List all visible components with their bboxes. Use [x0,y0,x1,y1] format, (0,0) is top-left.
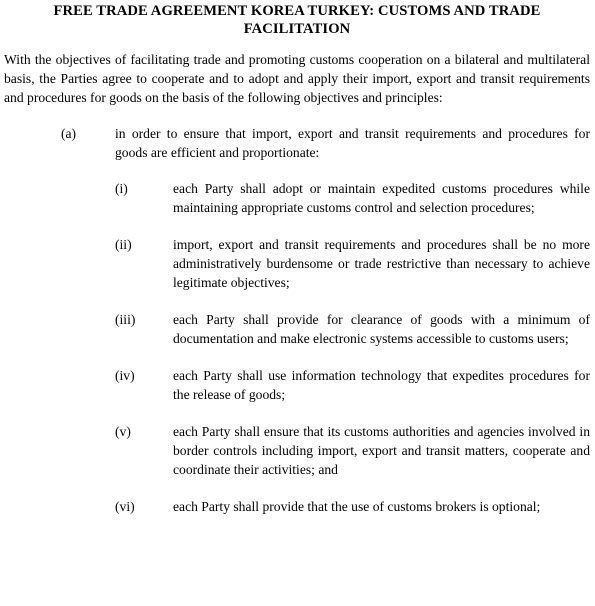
list-item-text: import, export and transit requirements and procedures shall be no more administratively burdensome or trade restrictive than necessary to achieve legitimate objectives; [173,237,590,290]
list-item-text: each Party shall adopt or maintain expedited customs procedures while maintaining appropriate customs control and selection procedures; [173,181,590,215]
list-item-text: each Party shall use information technology that expedites procedures for the release of goods; [173,368,590,402]
list-item-label: (ii) [115,237,132,252]
clause-text: in order to ensure that import, export and transit requirements and procedures for goods are efficient and proportionate: [115,126,590,160]
document-title: FREE TRADE AGREEMENT KOREA TURKEY: CUSTOMS AND TRADE FACILITATION [53,3,541,37]
list-item-text: each Party shall provide for clearance of goods with a minimum of documentation and make electronic systems accessible to customs users; [173,312,590,346]
list-item-label: (v) [115,424,131,439]
list-item-label: (i) [115,181,128,196]
list-item-vi [4,497,590,516]
list-item-text: each Party shall provide that the use of customs brokers is optional; [173,499,541,514]
list-item-iv [4,366,590,404]
list-item-label: (vi) [115,499,135,514]
list-item-i [4,179,590,217]
list-item-label: (iv) [115,368,135,383]
list-item-label: (iii) [115,312,136,327]
clause-label: (a) [61,126,77,141]
list-item-v [4,422,590,479]
intro-paragraph: With the objectives of facilitating trade and promoting customs cooperation on a bilateral and multilateral basis, the Parties agree to cooperate and to adopt and apply their import, export and transit requirements and procedures for goods on the basis of the following objectives and principles: [4,52,590,105]
list-item-text: each Party shall ensure that its customs authorities and agencies involved in border controls including import, export and transit matters, cooperate and coordinate their activities; and [173,424,590,477]
clause-a [4,124,590,162]
list-item-ii [4,235,590,292]
list-item-iii [4,310,590,348]
